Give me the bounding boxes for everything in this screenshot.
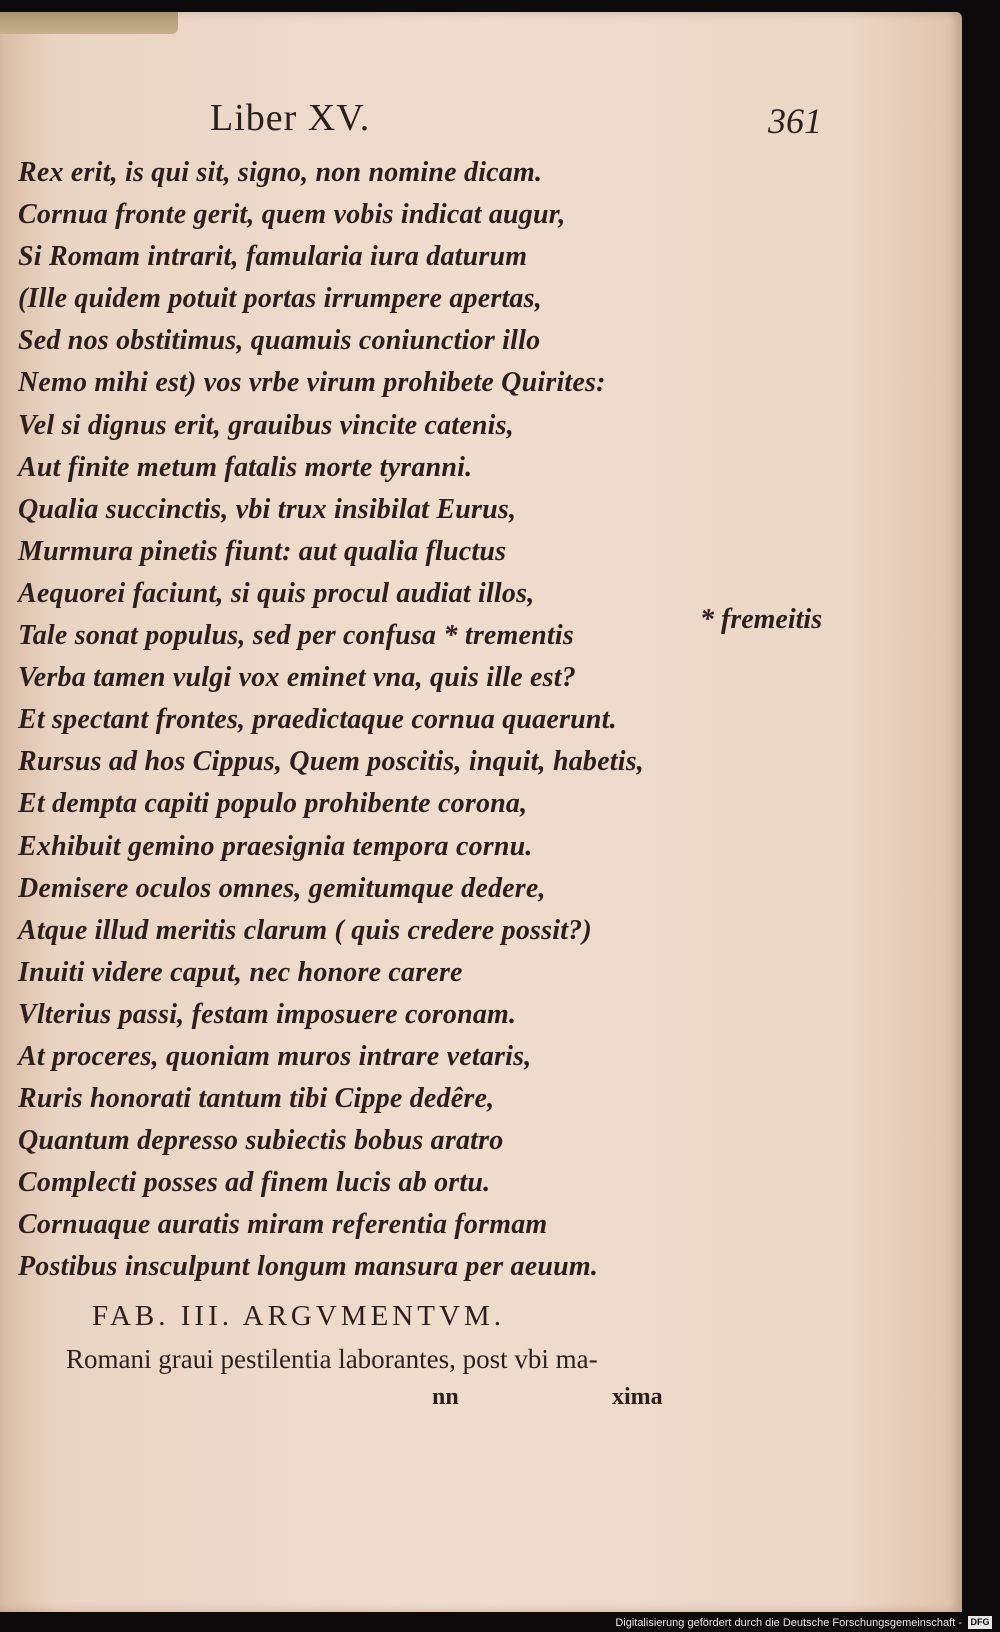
- verse-line: Ruris honorati tantum tibi Cippe dedêre,: [18, 1083, 495, 1115]
- verse-block: [18, 152, 718, 1289]
- book-page: [0, 12, 962, 1612]
- verse-line: Sed nos obstitimus, quamuis coniunctior illo: [18, 325, 541, 357]
- dfg-logo: DFG: [968, 1616, 992, 1629]
- verse-line: Atque illud meritis clarum ( quis credere possit?): [18, 914, 592, 946]
- verse-line: Demisere oculos omnes, gemitumque dedere,: [18, 872, 546, 904]
- page-number: 361: [768, 101, 822, 141]
- verse-line: Tale sonat populus, sed per confusa * trementis: [18, 620, 574, 652]
- catchword-right: xima: [612, 1384, 663, 1410]
- verse-line: Murmura pinetis fiunt: aut qualia fluctus: [18, 535, 507, 567]
- verse-line: Nemo mihi est) vos vrbe virum prohibete Quirites:: [18, 367, 606, 399]
- verse-line: Qualia succinctis, vbi trux insibilat Eurus,: [18, 493, 517, 525]
- verse-line: Si Romam intrarit, famularia iura daturum: [18, 241, 528, 273]
- verse-line: Verba tamen vulgi vox eminet vna, quis ille est?: [18, 662, 576, 694]
- page-edge-stain: [0, 12, 178, 34]
- footer-bar: [0, 1612, 1000, 1632]
- verse-line: Aut finite metum fatalis morte tyranni.: [18, 451, 473, 483]
- verse-line: Rex erit, is qui sit, signo, non nomine dicam.: [18, 157, 543, 188]
- running-title: Liber XV.: [210, 97, 371, 139]
- argument-text: Romani graui pestilentia laborantes, post vbi ma-: [66, 1344, 598, 1374]
- verse-line: Cornua fronte gerit, quem vobis indicat augur,: [18, 199, 566, 231]
- margin-note: * fremeitis: [700, 604, 823, 635]
- verse-line: At proceres, quoniam muros intrare vetaris,: [18, 1040, 532, 1072]
- verse-line: Postibus insculpunt longum mansura per aeuum.: [18, 1251, 599, 1283]
- verse-line: (Ille quidem potuit portas irrumpere apertas,: [18, 283, 542, 315]
- argument-heading: FAB. III. ARGVMENTVM.: [92, 1300, 505, 1332]
- verse-line: Vel si dignus erit, grauibus vincite catenis,: [18, 409, 514, 441]
- verse-line: Rursus ad hos Cippus, Quem poscitis, inquit, habetis,: [18, 746, 644, 778]
- verse-line: Quantum depresso subiectis bobus aratro: [18, 1125, 504, 1157]
- verse-line: Et dempta capiti populo prohibente corona,: [18, 788, 528, 820]
- page-header: [0, 92, 962, 142]
- verse-line: Exhibuit gemino praesignia tempora cornu.: [18, 830, 533, 862]
- catchword-left: nn: [432, 1384, 459, 1410]
- verse-line: Cornuaque auratis miram referentia formam: [18, 1209, 548, 1241]
- verse-line: Complecti posses ad finem lucis ab ortu.: [18, 1167, 491, 1199]
- verse-line: Vlterius passi, festam imposuere coronam.: [18, 998, 517, 1030]
- verse-line: Aequorei faciunt, si quis procul audiat illos,: [18, 577, 535, 609]
- verse-line: Inuiti videre caput, nec honore carere: [18, 956, 463, 988]
- verse-line: Et spectant frontes, praedictaque cornua quaerunt.: [18, 704, 617, 736]
- funding-credit: Digitalisierung gefördert durch die Deutsche Forschungsgemeinschaft -: [615, 1617, 962, 1629]
